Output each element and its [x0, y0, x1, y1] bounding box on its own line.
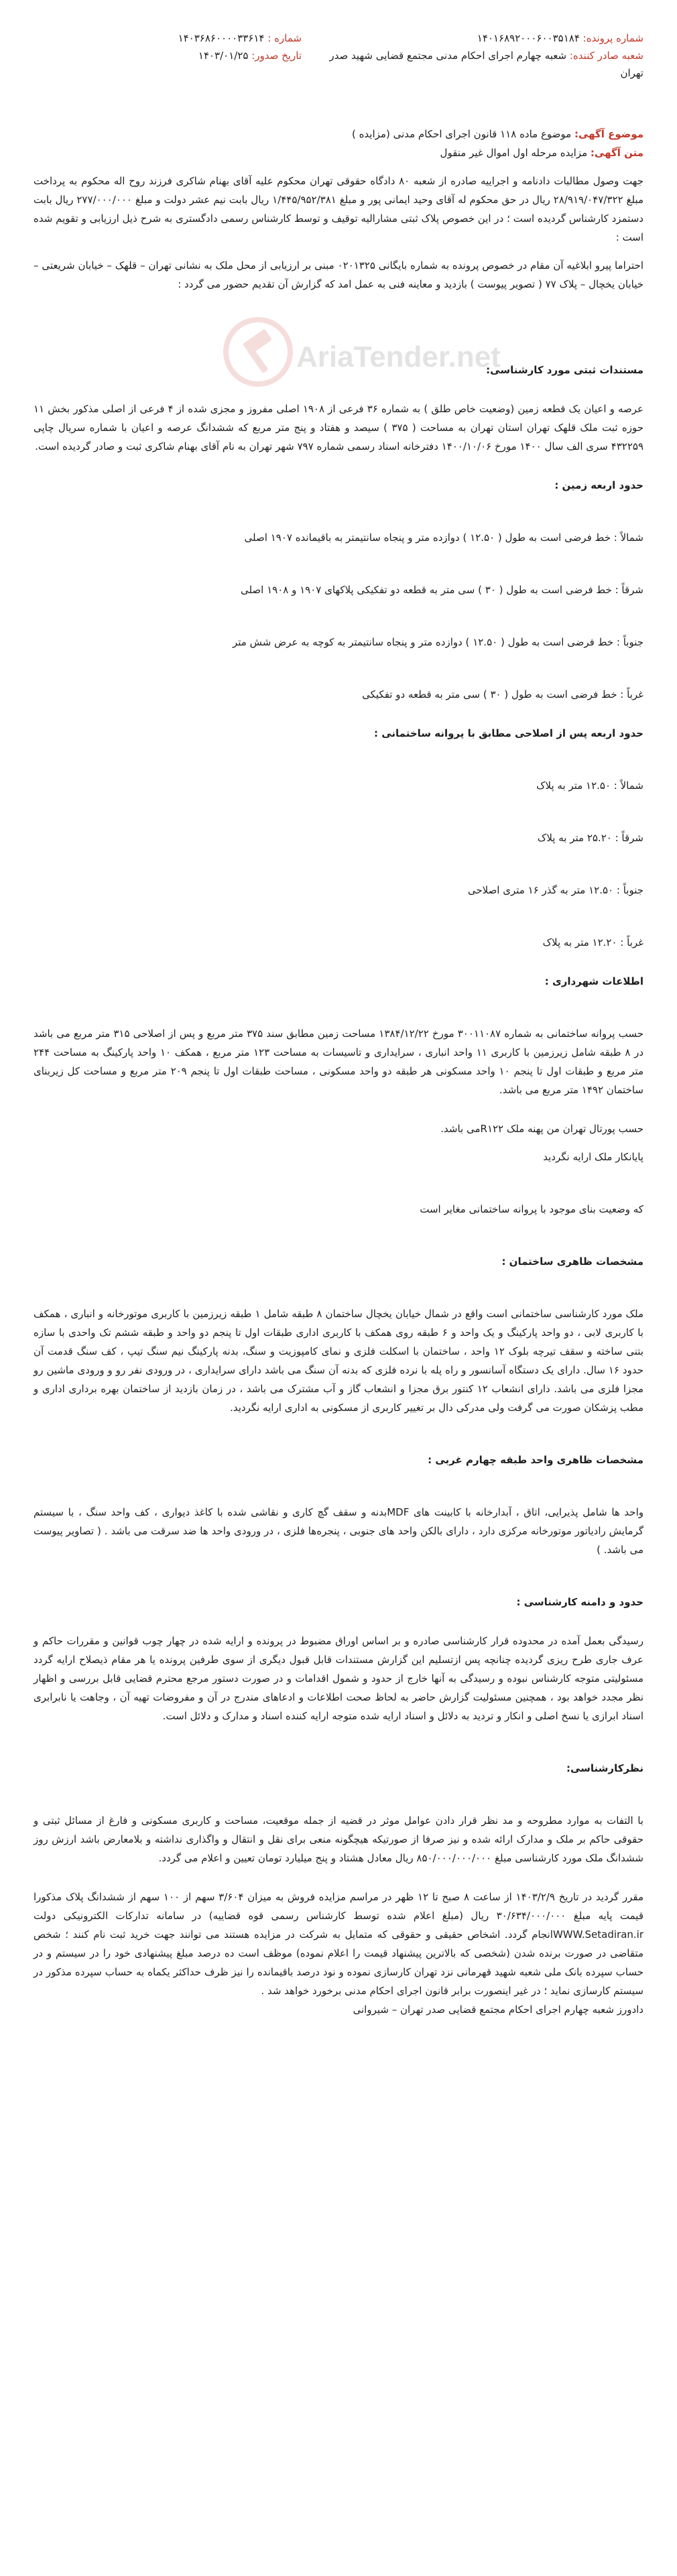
notice-header [34, 24, 643, 125]
subject-text: موضوع ماده ۱۱۸ قانون اجرای احکام مدنی (مزایده ) [351, 128, 572, 140]
corrected-heading: حدود اربعه پس از اصلاحی مطابق با پروانه ساختمانی : [373, 727, 643, 739]
subject-label: موضوع آگهی: [574, 128, 643, 140]
opinion-section [34, 1759, 643, 2019]
municipal-mismatch: که وضعیت بنای موجود با پروانه ساختمانی مغایر است [420, 1203, 643, 1215]
boundary-north: شمالاً : خط فرضی است به طول ( ۱۲.۵۰ ) دوازده متر و پنجاه سانتیمتر به باقیمانده ۱۹۰۷ اصلی [244, 532, 643, 544]
case-number-label: شماره پرونده: [582, 32, 643, 44]
physical-paragraph: ملک مورد کارشناسی ساختمانی است واقع در شمال خیابان یخچال ساختمان ۸ طبقه شامل ۱ طبقه زیرزمین با کاربری موتورخانه و انباری ، همکف با کاربری لابی ، دو واحد پارکینگ و یک واحد و ۶ طبقه روی همکف با کاربری اداری طبقات اول تا پنجم دو واحد و طبقه ششم تک واحدی با سازه بتنی ساخته و سقف تیرچه بلوک ۱۲ واحد ، ساختمان با اسکلت فلزی و نمای کامپوزیت و سنگ، بدنه پارکینگ نیم سنگ تیپ ، کف سنگ قدمت آن حدود ۱۶ سال. دارای یک دستگاه آسانسور و راه پله با نرده فلزی که بدنه آن سنگ می باشد دارای سرایداری ، در ورودی نفر رو و ورودی ماشین رو مجزا فلزی می باشد. دارای انشعاب ۱۲ کنتور برق مجزا و انشعاب گاز و آب مشترک می باشد ، در زمان بازدید از ساختمان بهره برداری اداری و مطب پزشکان صورت می گرفت ولی مدرکی دال بر تغییر کاربری از مسکونی به اداری ارایه نگردید. [34, 1308, 643, 1414]
doc-number: ۱۴۰۳۶۸۶۰۰۰۰۳۳۶۱۴ [178, 32, 265, 44]
doc-number-label: شماره : [267, 32, 302, 44]
boundary-south: جنوباً : خط فرضی است به طول ( ۱۲.۵۰ ) دوازده متر و پنجاه سانتیمتر به کوچه به عرض شش متر [232, 636, 643, 648]
scope-paragraph: رسیدگی بعمل آمده در محدوده قرار کارشناسی صادره و بر اساس اوراق مضبوط در پرونده و ارایه شده در چهار چوب قوانین و مقررات حاکم و عرف جاری طرح ریزی گردیده چنانچه پس ازتسلیم این گزارش مستندات قابل قبول دیگری از سوی طرفین پرونده یا هر مقام ذیصلاح ارایه گردد مسئولیتی متوجه کارشناس نبوده و رسیدگی به آنها خارج از حدود و شمول اقدامات و در صورت دستور مرجع محترم قضایی قابل بررسی و اظهار نظر مجدد خواهد بود ، همچنین مسئولیت گزارش حاضر به لحاظ صحت اطلاعات و ادعاهای مندرج در آن و مفروضات تهیه آن ، وجاهت یا نابرابری اسناد ابرازی یا نسخ اصلی و انکار و تردید به دلائل و اسناد ارایه شده متوجه ارایه کننده اسناد و مدارک و دلائل است. [34, 1635, 643, 1722]
text-label: متن آگهی: [590, 147, 643, 159]
opinion-heading: نظرکارشناسی: [566, 1762, 643, 1774]
opinion-paragraph-2: مقرر گردید در تاریخ ۱۴۰۳/۲/۹ از ساعت ۸ صبح تا ۱۲ ظهر در مراسم مزایده فروش به میزان ۳/۶۰۴ سهم از ۱۰۰ سهم از ششدانگ پلاک مذکورا قیمت پایه مبلغ ۳۰/۶۳۴/۰۰۰/۰۰۰ ریال (مبلغ اعلام شده توسط کارشناس رسمی قوه قضاییه) در سامانه تدارکات الکترونیکی دولت WWW.Setadiran.irانجام گردد. اشخاص حقیقی و حقوقی که متمایل به شرکت در مزایده هستند می توانند جهت خرید ثبت نام کنند ؛ شخص متقاضی در صورت برنده شدن (شخصی که بالاترین پیشنهاد قیمت را اعلام نموده) موظف است ده درصد مبلغ پیشنهادی خود را در سیستم و در حساب سپرده بانک ملی شعبه شهید قهرمانی نزد تهران کارسازی نموده و نود درصد باقیمانده را نیز ظرف حداکثر یکماه به حساب سپرده مذکور در سیستم کارسازی نماید ؛ در غیر اینصورت برابر قانون اجرای احکام مدنی برخورد خواهد شد . [34, 1891, 644, 1997]
corrected-south: جنوباً : ۱۲.۵۰ متر به گذر ۱۶ متری اصلاحی [467, 884, 643, 896]
scope-heading: حدود و دامنه کارشناسی : [516, 1596, 643, 1608]
registry-paragraph: عرصه و اعیان یک قطعه زمین (وضعیت خاص طلق ) به شماره ۳۶ فرعی از ۱۹۰۸ اصلی مفروز و مجزی شده از ۴ فرعی از اصلی مذکور بخش ۱۱ حوزه ثبت ملک قلهک تهران استان تهران به مساحت ( ۳۷۵ ) سیصد و هفتاد و پنج متر مربع که ششدانگ عرصه و اعیان با شماره سریال چاپی ۴۳۲۲۵۹ سری الف سال ۱۴۰۰ مورخ ۱۴۰۰/۱۰/۰۶ دفترخانه اسناد رسمی شماره ۷۹۷ شهر تهران به نام آقای بهنام شاکری ثبت و صادر گردیده است. [34, 403, 643, 452]
municipal-no-endcert: پایانکار ملک ارایه نگردید [543, 1151, 643, 1163]
corrected-west: غرباً : ۱۲.۲۰ متر به پلاک [542, 936, 643, 948]
notice-subject-section [34, 125, 643, 294]
doc-number-row [34, 29, 302, 47]
corrected-east: شرقاً : ۲۵.۲۰ متر به پلاک [537, 832, 643, 844]
issue-date: ۱۴۰۳/۰۱/۲۵ [198, 50, 249, 62]
municipal-heading: اطلاعات شهرداری : [544, 975, 643, 987]
watermark-text: AriaTender.net [296, 341, 501, 373]
physical-heading: مشخصات ظاهری ساختمان : [501, 1255, 643, 1268]
physical-section [34, 1252, 643, 1417]
scope-section [34, 1593, 643, 1725]
registry-heading: مستندات ثبتی مورد کارشناسی: [486, 364, 643, 376]
unit-paragraph: واحد ها شامل پذیرایی، اتاق ، آبدارخانه با کابینت های MDFبدنه و سقف گچ کاری و نقاشی شده با کاغذ دیواری ، کف واحد سنگ ، با سیستم گرمایش رادیاتور موتورخانه مرکزی دارد ، دارای بالکن واحد های جنوبی ، پنجره‌ها فلزی ، در ورودی واحد ها ضد سرقت می باشد . ( تصاویر پیوست می باشد. ) [34, 1506, 643, 1556]
boundary-west: غرباً : خط فرضی است به طول ( ۳۰ ) سی متر به قطعه دو تفکیکی [362, 688, 643, 700]
text-intro: مزایده مرحله اول اموال غیر منقول [440, 147, 588, 159]
text-intro-line [34, 143, 643, 162]
opinion-paragraph-1: با التفات به موارد مطروحه و مد نظر قرار دادن عوامل موثر در قضیه از جمله موقعیت، مساحت و کاربری مسکونی و فارغ از مسائل ثبتی و حقوقی حاکم بر ملک و مدارک ارائه شده و نیز صرفا از صورتیکه هیچگونه منعی برای نقل و انتقال و واگذاری نداشته و بلامعارض باشد ارزش روز ششدانگ ملک مورد کارشناسی مبلغ ۸۵۰/۰۰۰/۰۰۰/۰۰۰ ریال معادل هشتاد و پنج میلیارد تومان تعیین و اعلام می گردد. [34, 1815, 643, 1864]
corrected-boundaries-section [34, 724, 643, 952]
subject-line [34, 125, 643, 143]
municipal-portal: حسب پورتال تهران من پهنه ملک R۱۲۲می باشد. [440, 1123, 643, 1135]
issuer-label: شعبه صادر کننده: [569, 50, 643, 62]
municipal-paragraph: حسب پروانه ساختمانی به شماره ۳۰۰۱۱۰۸۷ مورخ ۱۳۸۴/۱۲/۲۲ مساحت زمین مطابق سند ۳۷۵ متر مربع و پس از اصلاحی ۳۱۵ متر مربع می باشد در ۸ طبقه شامل زیرزمین با کاربری ۱۱ واحد انباری ، سرایداری و تاسیسات به مساحت ۱۲۳ متر مربع ، همکف ۱۰ واحد پارکینگ به مساحت ۲۴۴ متر مربع و طبقات اول تا پنجم ۱۰ واحد مسکونی هر طبقه دو واحد مسکونی ، مساحت طبقات اول تا پنجم ۲۰۹ متر مربع و مساحت کل زیربنای ساختمان ۱۴۹۲ متر مربع می باشد. [34, 1028, 644, 1096]
issuer-row [328, 47, 643, 82]
notice-paragraph-1: جهت وصول مطالبات دادنامه و اجراییه صادره از شعبه ۸۰ دادگاه حقوقی تهران محکوم علیه آقای بهنام شاکری فرزند روح اله محکوم به پرداخت مبلغ ۲۸/۹۱۹/۰۴۷/۳۲۲ ریال در حق محکوم له آقای وحید ایمانی پور و مبلغ ۱/۴۴۵/۹۵۲/۳۸۱ ریال بابت نیم عشر دولت و مبلغ ۲۷۷/۰۰۰/۰۰۰ ریال بابت دستمزد کارشناس گردیده است ؛ در این خصوص پلاک ثبتی مشارالیه توقیف و توسط کارشناس رسمی دادگستری به شرح ذیل ارزیابی و تقویم شده است : [34, 175, 644, 243]
boundaries-section [34, 476, 643, 704]
issue-date-label: تاریخ صدور: [251, 50, 302, 62]
unit-section [34, 1451, 643, 1559]
corrected-north: شمالاً : ۱۲.۵۰ متر به پلاک [536, 780, 643, 792]
case-number: ۱۴۰۱۶۸۹۲۰۰۰۶۰۰۳۵۱۸۴ [477, 32, 580, 44]
boundaries-heading: حدود اربعه زمین : [554, 479, 643, 491]
issue-date-row [34, 47, 302, 64]
municipal-section [34, 972, 643, 1219]
case-number-row [295, 29, 643, 47]
notice-paragraph-2: احتراما پیرو ابلاغیه آن مقام در خصوص پرونده به شماره بایگانی ۰۲۰۱۳۲۵ مبنی بر ارزیابی از محل ملک به نشانی تهران – قلهک – خیابان شریعتی – خیابان یخچال – پلاک ۷۷ ( تصویر پیوست ) بازدید و معاینه فنی به عمل امد که گزارش آن تقدیم حضور می گردد : [34, 259, 644, 290]
header-right-block [295, 29, 643, 82]
registry-section [34, 361, 643, 456]
unit-heading: مشخصات ظاهری واحد طبقه چهارم غربی : [428, 1454, 643, 1466]
header-left-block [34, 29, 302, 64]
boundary-east: شرقاً : خط فرضی است به طول ( ۳۰ ) سی متر به قطعه دو تفکیکی پلاکهای ۱۹۰۷ و ۱۹۰۸ اصلی [240, 584, 643, 596]
signature-line: دادورز شعبه چهارم اجرای احکام مجتمع قضایی صدر تهران – شیروانی [353, 2004, 643, 2016]
issuer: شعبه چهارم اجرای احکام مدنی مجتمع قضایی شهید صدر تهران [329, 50, 643, 79]
